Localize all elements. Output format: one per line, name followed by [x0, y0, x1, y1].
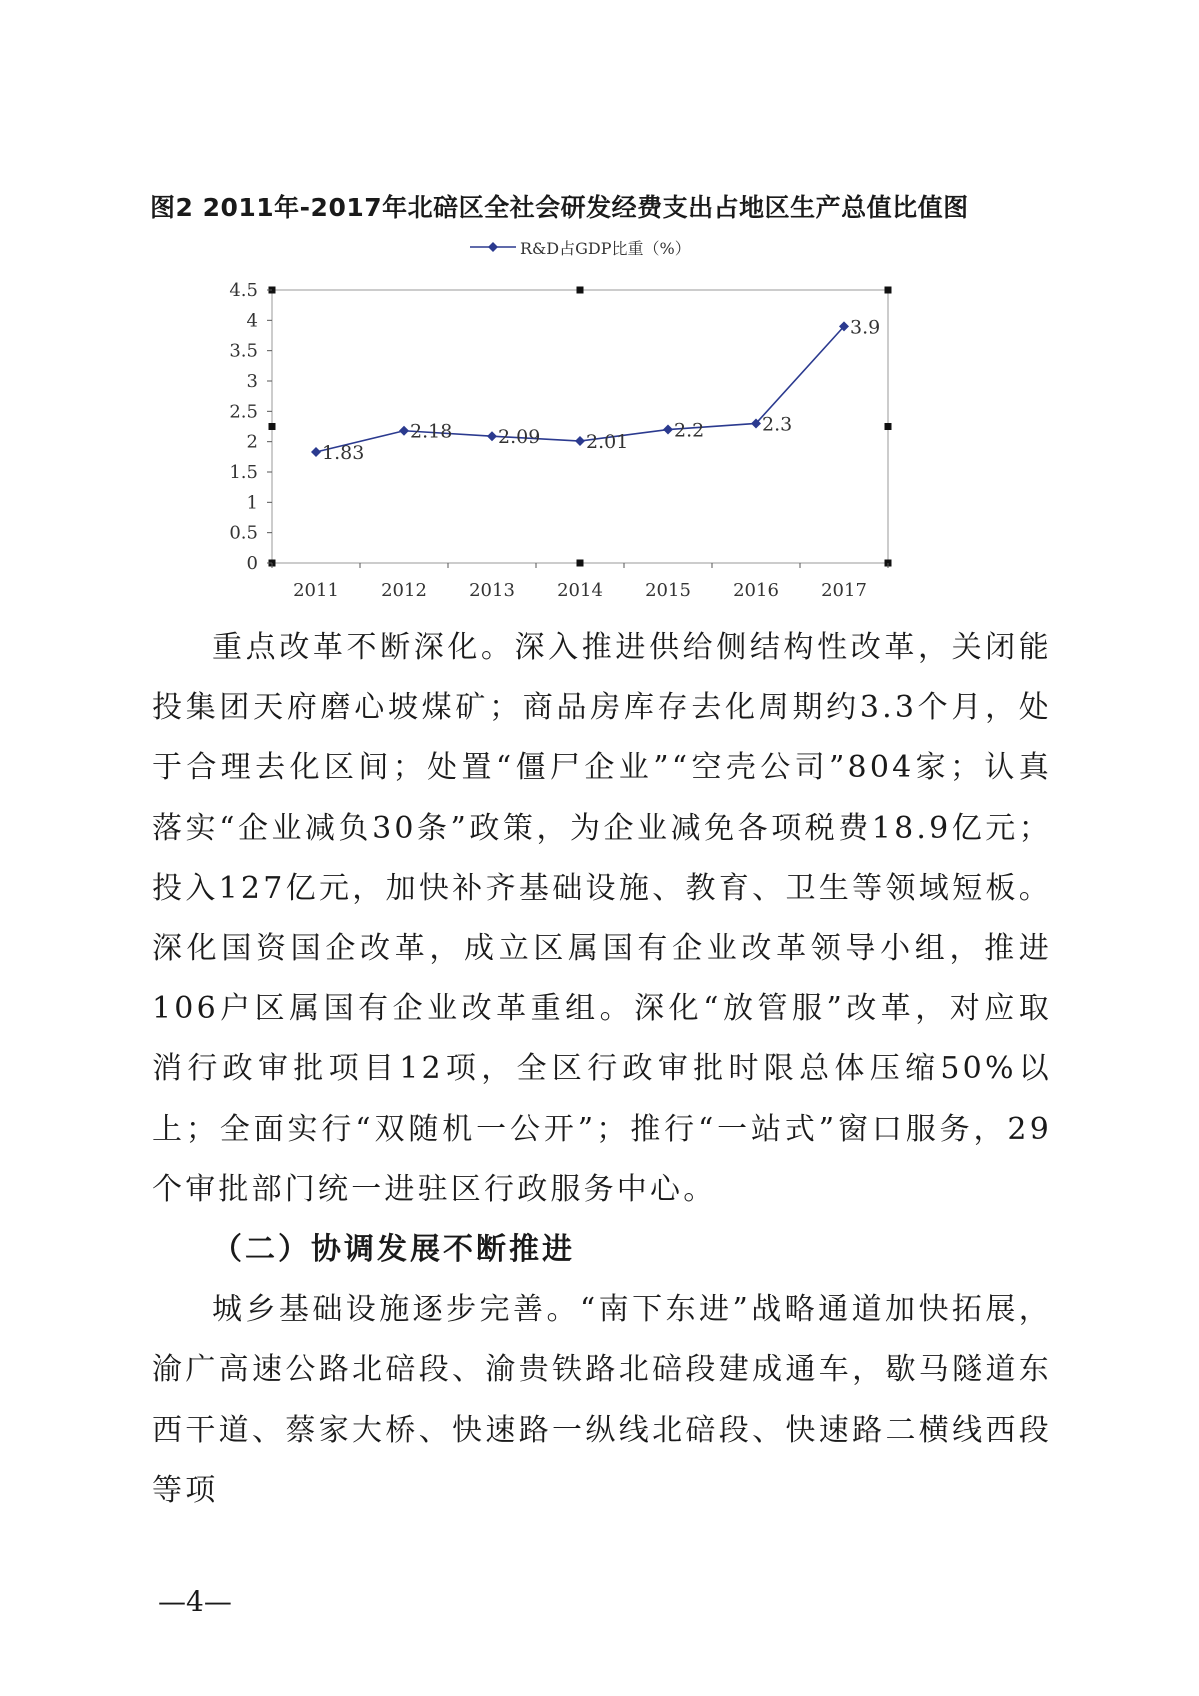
data-label: 2.2	[674, 419, 705, 442]
x-tick-label: 2013	[469, 580, 515, 601]
y-tick-label: 3.5	[229, 340, 258, 362]
y-tick-label: 0	[246, 553, 258, 574]
selection-handle-6	[577, 560, 584, 567]
x-tick-label: 2014	[557, 580, 603, 601]
data-label: 2.01	[586, 431, 629, 454]
data-point-marker	[399, 426, 409, 436]
legend-line-marker-icon	[470, 240, 516, 254]
y-tick-label: 1.5	[229, 462, 258, 483]
paragraph-reform: 重点改革不断深化。深入推进供给侧结构性改革，关闭能投集团天府磨心坡煤矿；商品房库存去化周期约3.3个月，处于合理去化区间；处置“僵尸企业”“空壳公司”804家；认真落实“企业减负30条”政策，为企业减免各项税费18.9亿元；投入127亿元，加快补齐基础设施、教育、卫生等领域短板。深化国资国企改革，成立区属国有企业改革领导小组，推进106户区属国有企业改革重组。深化“放管服”改革，对应取消行政审批项目12项，全区行政审批时限总体压缩50%以上；全面实行“双随机一公开”；推行“一站式”窗口服务，29个审批部门统一进驻区行政服务中心。	[152, 630, 1052, 1207]
selection-handle-1	[577, 287, 584, 294]
y-tick-label: 2	[246, 431, 258, 453]
data-point-marker	[487, 431, 497, 441]
y-tick-label: 1	[246, 492, 258, 514]
y-tick-label: 2.5	[229, 401, 258, 423]
data-label: 2.3	[762, 413, 793, 436]
data-point-marker	[311, 447, 321, 457]
section-heading: （二）协调发展不断推进	[212, 1232, 575, 1268]
x-tick-label: 2016	[733, 580, 779, 601]
body-text	[152, 618, 1052, 1521]
x-tick-label: 2015	[645, 580, 691, 601]
plot-area-frame	[272, 290, 888, 563]
x-tick-label: 2017	[821, 580, 867, 601]
y-tick-label: 4	[246, 310, 258, 332]
x-tick-label: 2012	[381, 580, 427, 601]
y-tick-label: 3	[246, 371, 258, 392]
data-label: 1.83	[322, 441, 365, 464]
data-label: 2.18	[410, 420, 453, 443]
legend-series-label: R&D占GDP比重（%）	[520, 238, 691, 258]
data-point-marker	[663, 425, 673, 435]
y-tick-label: 0.5	[229, 522, 258, 544]
x-tick-label: 2011	[293, 580, 339, 601]
data-label: 2.09	[498, 426, 541, 449]
chart-legend	[470, 234, 691, 260]
selection-handle-2	[885, 287, 892, 294]
page-number: —4—	[158, 1585, 232, 1618]
data-label: 3.9	[850, 316, 881, 339]
data-point-marker	[575, 436, 585, 446]
line-chart	[200, 270, 920, 615]
selection-handle-4	[885, 423, 892, 430]
selection-handle-3	[269, 423, 276, 430]
paragraph-infrastructure: 城乡基础设施逐步完善。“南下东进”战略通道加快拓展，渝广高速公路北碚段、渝贵铁路北碚段建成通车，歇马隧道东西干道、蔡家大桥、快速路一纵线北碚段、快速路二横线西段等项	[152, 1292, 1052, 1508]
y-tick-label: 4.5	[229, 280, 258, 301]
figure-title: 图2 2011年-2017年北碚区全社会研发经费支出占地区生产总值比值图	[150, 193, 969, 222]
